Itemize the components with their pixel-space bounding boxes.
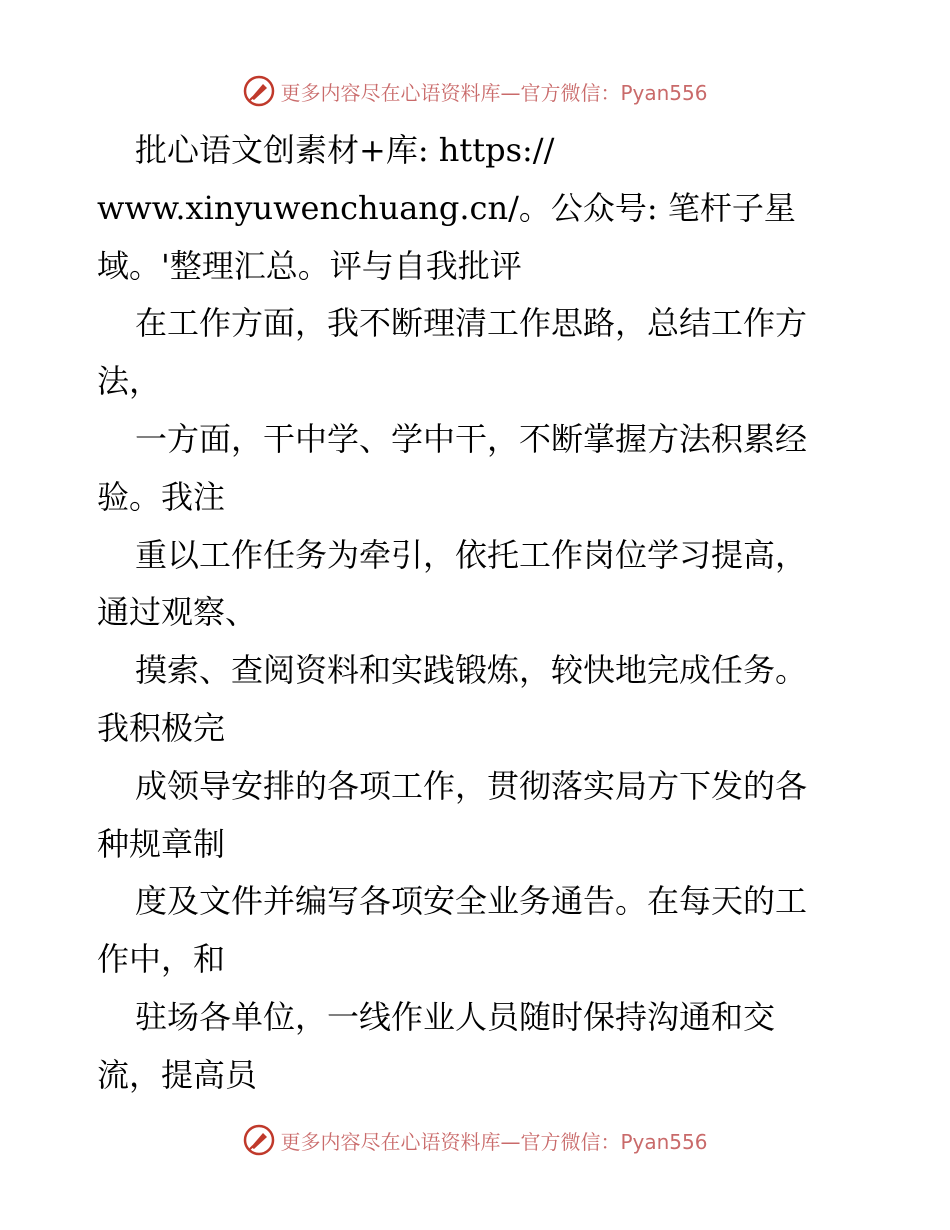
text-line: 在工作方面，我不断理清工作思路，总结工作方 [135, 304, 808, 343]
text-line: 我积极完 [97, 708, 226, 747]
text-line: 一方面，干中学、学中干，不断掌握方法积累经 [135, 419, 808, 458]
text-line: 重以工作任务为牵引，依托工作岗位学习提高， [135, 535, 808, 574]
text-line: 作中，和 [97, 940, 226, 979]
pen-nib-logo-icon [242, 74, 276, 108]
text-line: 通过观察、 [97, 593, 258, 632]
text-line: 批心语文创素材+库: https:// [135, 131, 555, 169]
text-line: 流，提高员 [97, 1055, 258, 1094]
pen-nib-logo-icon [242, 1123, 276, 1157]
text-line: 种规章制 [97, 824, 226, 863]
header-banner [0, 71, 950, 111]
text-line: 成领导安排的各项工作，贯彻落实局方下发的各 [135, 766, 808, 805]
text-line: 域。'整理汇总。评与自我批评 [97, 246, 522, 285]
text-line: 驻场各单位，一线作业人员随时保持沟通和交 [135, 997, 776, 1036]
banner-text: 更多内容尽在心语资料库—官方微信：Pyan556 [280, 80, 708, 105]
text-line: 法， [97, 362, 162, 401]
document-body [97, 122, 887, 1105]
banner-text: 更多内容尽在心语资料库—官方微信：Pyan556 [280, 1129, 708, 1154]
text-line: 度及文件并编写各项安全业务通告。在每天的工 [135, 882, 808, 921]
text-line: 验。我注 [97, 477, 226, 516]
text-line: www.xinyuwenchuang.cn/。公众号: 笔杆子星 [97, 188, 796, 227]
footer-banner [0, 1120, 950, 1160]
text-line: 摸索、查阅资料和实践锻炼，较快地完成任务。 [135, 651, 808, 690]
